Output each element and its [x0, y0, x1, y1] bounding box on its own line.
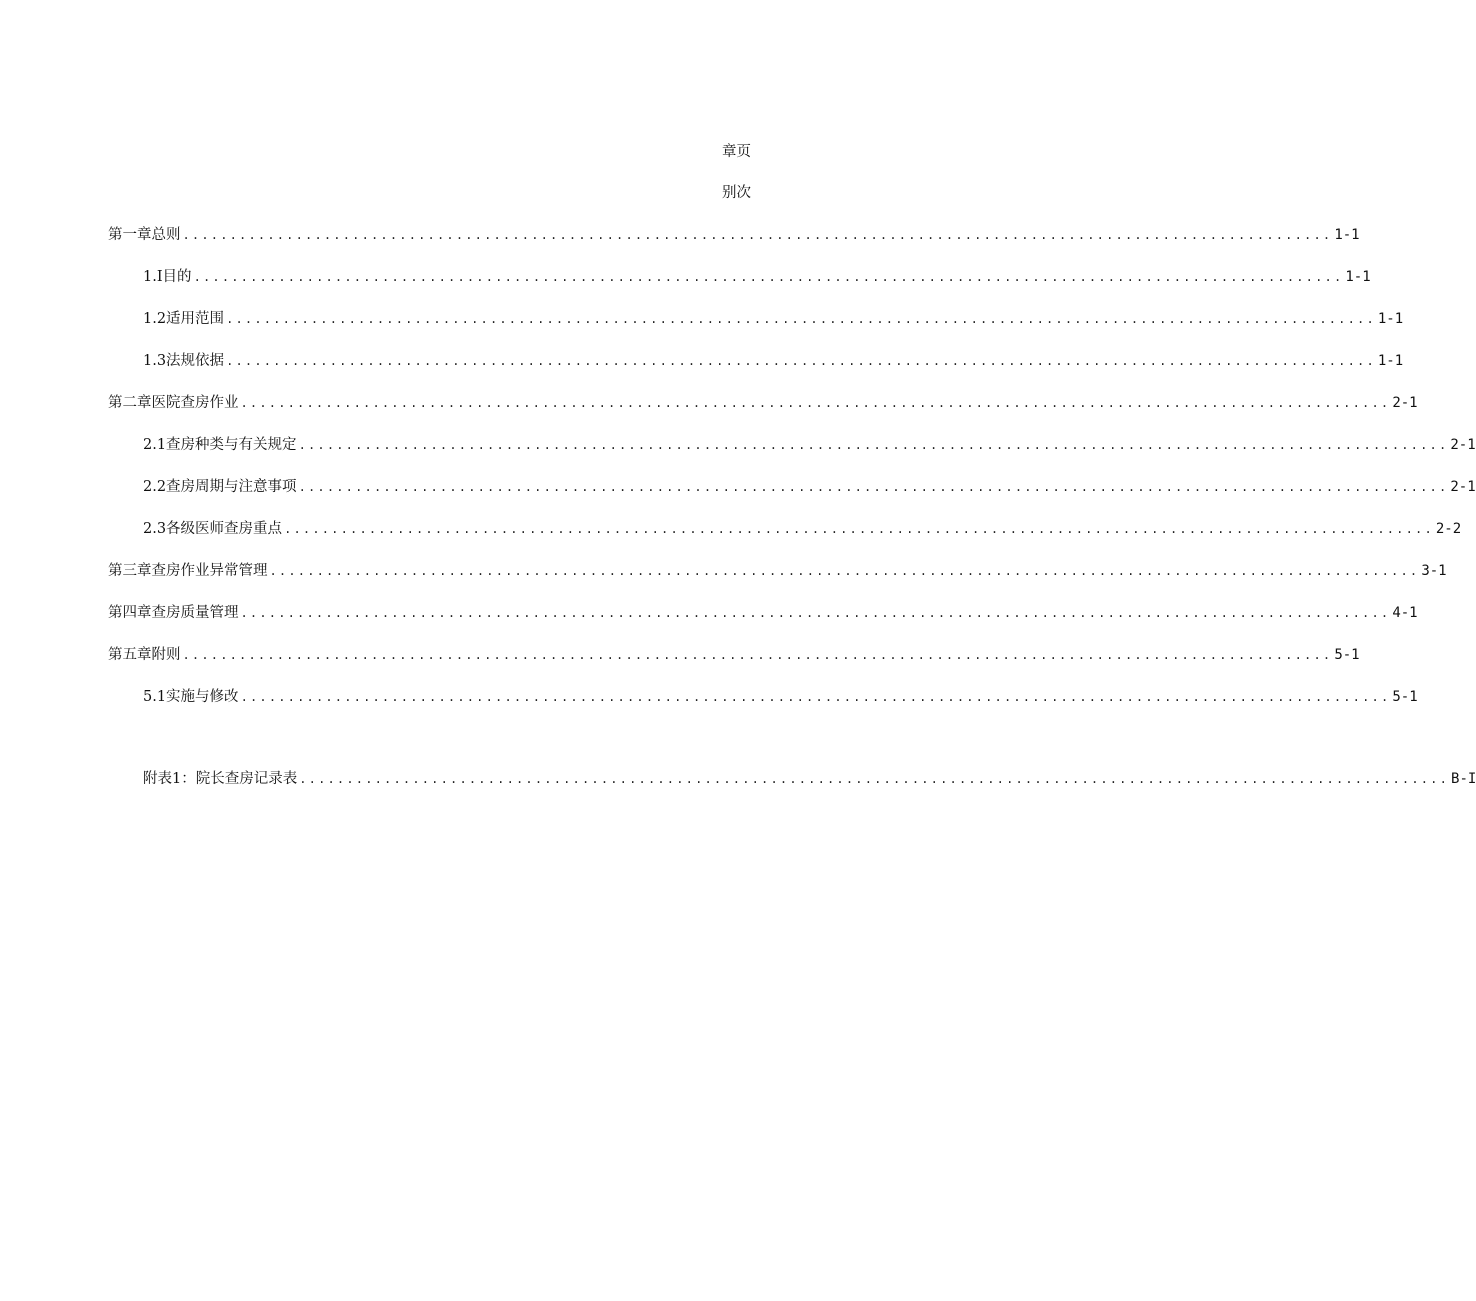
toc-entry-page: 3-1	[1421, 563, 1447, 579]
toc-entry-title: 第三章查房作业异常管理	[108, 563, 268, 579]
toc-leader-dots: ..........................................................................................................................	[298, 438, 1449, 452]
toc-leader-dots: ..........................................................................................................................	[240, 690, 1391, 704]
toc-entry-page: 5-1	[1392, 689, 1418, 705]
toc-entry-page: 1-1	[1334, 227, 1360, 243]
header-label-chapter-page: 章页	[722, 144, 751, 160]
toc-entry-page: 4-1	[1392, 605, 1418, 621]
toc-leader-dots: ..........................................................................................................................	[240, 396, 1391, 410]
toc-entry-title: 1.I目的	[143, 269, 192, 285]
toc-entry-page: 2-1	[1450, 437, 1476, 453]
toc-entry-1-3[interactable]	[143, 352, 1404, 370]
toc-entry-5-1[interactable]	[143, 688, 1418, 706]
toc-entry-1-2[interactable]	[143, 310, 1404, 328]
header-label-section-number: 别次	[722, 185, 751, 201]
toc-entry-title: 附表1：院长查房记录表	[143, 771, 298, 787]
toc-leader-dots: ..........................................................................................................................	[182, 228, 1333, 242]
toc-entry-title: 1.3法规依据	[143, 353, 225, 369]
toc-entry-page: 2-2	[1435, 521, 1462, 537]
toc-entry-1-1[interactable]	[143, 268, 1371, 286]
toc-leader-dots: ..........................................................................................................................	[284, 522, 1434, 536]
toc-entry-page: B-I	[1451, 771, 1476, 787]
toc-leader-dots: ..........................................................................................................................	[226, 312, 1376, 326]
toc-entry-title: 2.3各级医师查房重点	[143, 521, 283, 537]
toc-entry-chapter-5[interactable]	[108, 646, 1360, 664]
toc-entry-2-1[interactable]	[143, 436, 1476, 454]
toc-entry-page: 2-1	[1392, 395, 1418, 411]
toc-entry-page: 5-1	[1334, 647, 1360, 663]
toc-entry-page: 2-1	[1450, 479, 1476, 495]
toc-entry-title: 第一章总则	[108, 227, 181, 243]
toc-entry-chapter-1[interactable]	[108, 226, 1360, 244]
toc-entry-title: 2.2查房周期与注意事项	[143, 479, 297, 495]
toc-leader-dots: ..........................................................................................................................	[269, 564, 1420, 578]
toc-entry-title: 2.1查房种类与有关规定	[143, 437, 297, 453]
toc-entry-2-3[interactable]	[143, 520, 1462, 538]
toc-entry-page: 1-1	[1377, 353, 1404, 369]
toc-entry-title: 第五章附则	[108, 647, 181, 663]
toc-leader-dots: ..........................................................................................................................	[182, 648, 1333, 662]
toc-entry-chapter-4[interactable]	[108, 604, 1418, 622]
toc-entry-title: 第二章医院查房作业	[108, 395, 239, 411]
toc-entry-page: 1-1	[1377, 311, 1404, 327]
toc-leader-dots: ..........................................................................................................................	[299, 772, 1450, 786]
toc-entry-title: 第四章查房质量管理	[108, 605, 239, 621]
toc-leader-dots: ..........................................................................................................................	[298, 480, 1449, 494]
toc-leader-dots: ..........................................................................................................................	[240, 606, 1391, 620]
toc-entry-title: 1.2适用范围	[143, 311, 225, 327]
toc-entry-2-2[interactable]	[143, 478, 1476, 496]
toc-entry-title: 5.1实施与修改	[143, 689, 239, 705]
toc-entry-chapter-2[interactable]	[108, 394, 1418, 412]
toc-entry-appendix-1[interactable]	[143, 770, 1476, 788]
toc-entry-page: 1-1	[1345, 269, 1371, 285]
toc-leader-dots: ..........................................................................................................................	[226, 354, 1376, 368]
toc-leader-dots: ..........................................................................................................................	[193, 270, 1344, 284]
toc-entry-chapter-3[interactable]	[108, 562, 1447, 580]
